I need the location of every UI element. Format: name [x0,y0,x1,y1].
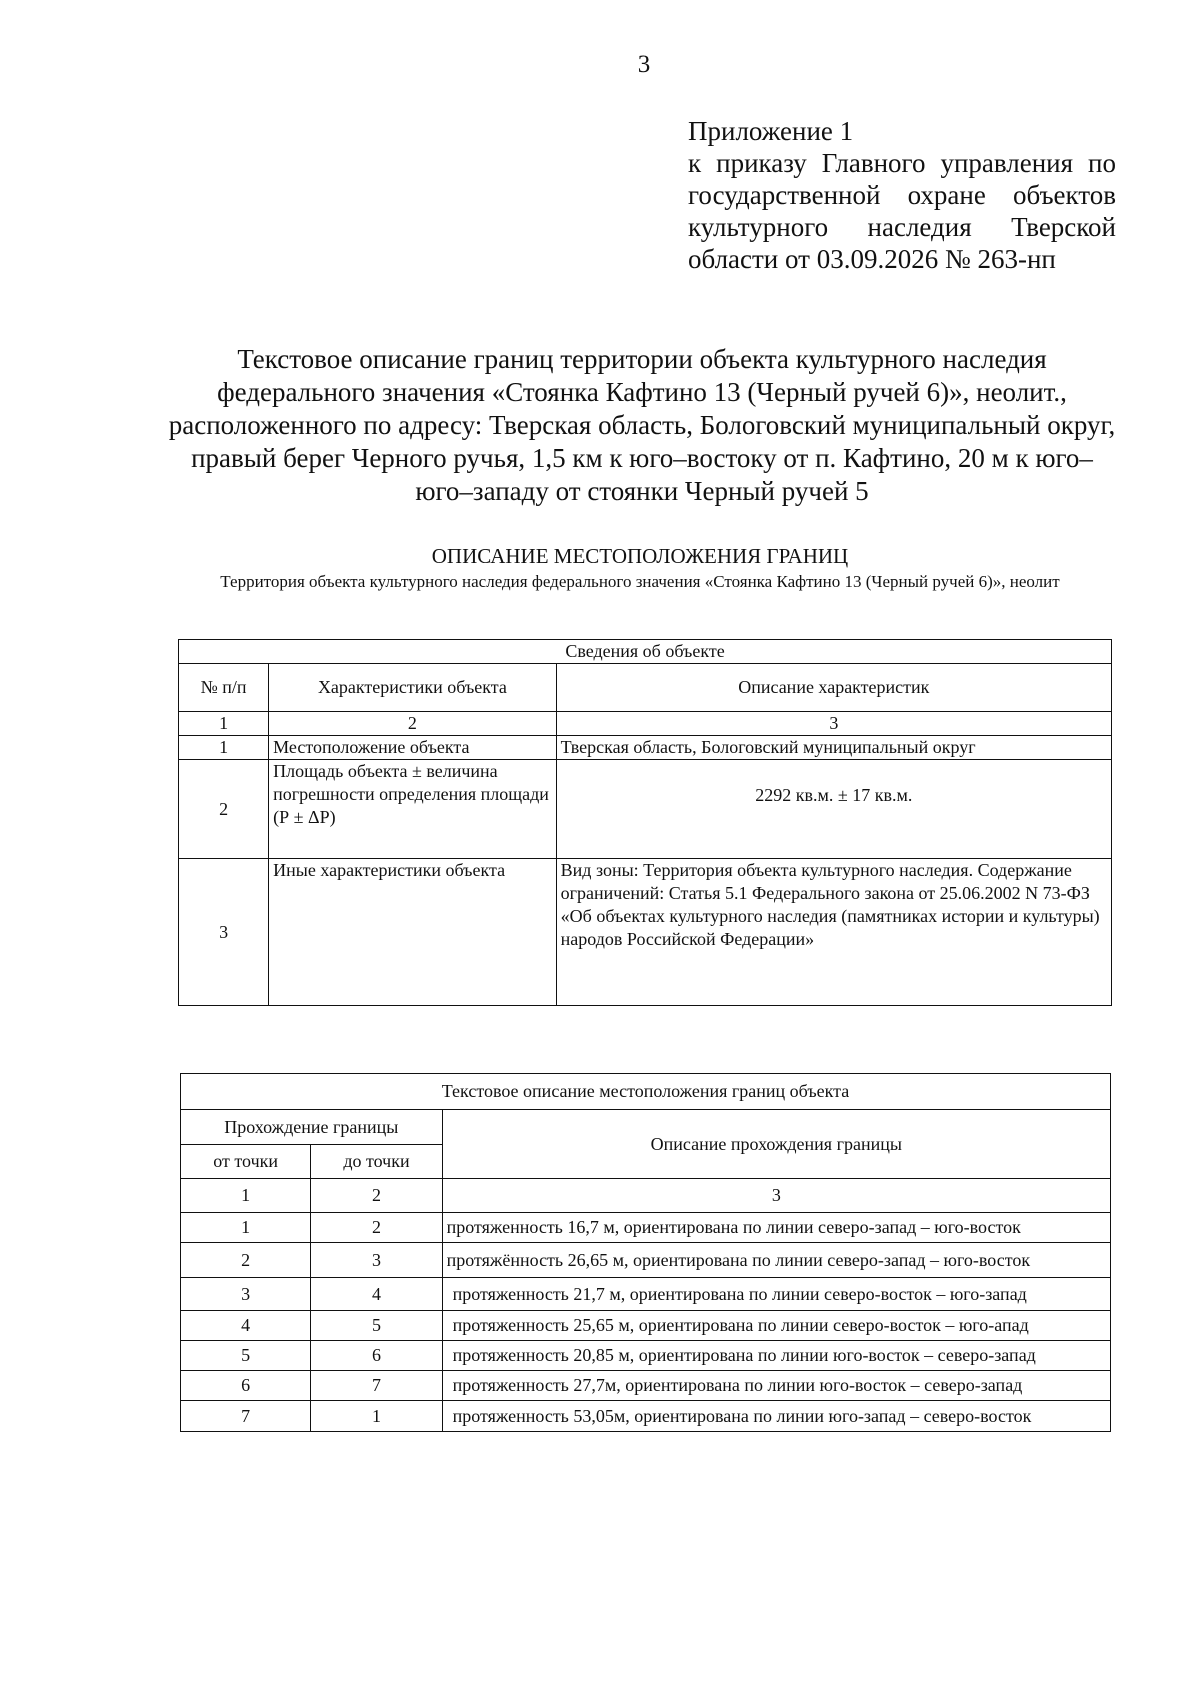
table-row [181,1243,1111,1278]
table-row [181,1213,1111,1243]
appendix-body: к приказу Главного управления по государственной охране объектов культурного наследия Тверской области от 03.09.2026 № 263-нп [688,148,1116,274]
row-number: 3 [179,859,269,1006]
border-description-table [180,1073,1111,1432]
column-header: № п/п [179,664,269,712]
table-caption: Текстовое описание местоположения границ объекта [181,1074,1111,1110]
group-header: Прохождение границы [181,1110,443,1145]
table-caption: Сведения об объекте [179,640,1112,664]
to-point: 7 [311,1371,442,1401]
segment-description: протяженность 25,65 м, ориентирована по линии северо-восток – юго-апад [442,1311,1110,1341]
from-point: 7 [181,1401,311,1432]
table-row [181,1278,1111,1311]
row-value: Вид зоны: Территория объекта культурного наследия. Содержание ограничений: Статья 5.1 Федерального закона от 25.06.2002 N 73-ФЗ «Об объектах культурного наследия (памятниках истории и культуры) народов Российской Федерации» [556,859,1111,1006]
table-row [179,736,1112,760]
row-name: Местоположение объекта [269,736,557,760]
from-point: 1 [181,1213,311,1243]
to-point: 1 [311,1401,442,1432]
column-number: 1 [179,712,269,736]
to-point: 5 [311,1311,442,1341]
table-row [179,859,1112,1006]
from-point: 2 [181,1243,311,1278]
to-point: 6 [311,1341,442,1371]
from-point: 3 [181,1278,311,1311]
segment-description: протяженность 53,05м, ориентирована по линии юго-запад – северо-восток [442,1401,1110,1432]
segment-description: протяженность 20,85 м, ориентирована по линии юго-восток – северо-запад [442,1341,1110,1371]
table-row [181,1341,1111,1371]
section-title: ОПИСАНИЕ МЕСТОПОЛОЖЕНИЯ ГРАНИЦ [431,544,849,568]
column-number: 2 [311,1179,442,1213]
column-header: Характеристики объекта [269,664,557,712]
table-row [181,1371,1111,1401]
column-header: Описание прохождения границы [442,1110,1110,1179]
row-name: Иные характеристики объекта [269,859,557,1006]
section-subtitle: Территория объекта культурного наследия федерального значения «Стоянка Кафтино 13 (Черный ручей 6)», неолит [220,572,1060,591]
to-point: 4 [311,1278,442,1311]
document-title: Текстовое описание границ территории объекта культурного наследия федерального значения «Стоянка Кафтино 13 (Черный ручей 6)», неолит., расположенного по адресу: Тверская область, Бологовский муниципальный округ, правый берег Черного ручья, 1,5 км к юго–востоку от п. Кафтино, 20 м к юго–юго–западу от стоянки Черный ручей 5 [168,344,1116,506]
column-number: 2 [269,712,557,736]
to-point: 3 [311,1243,442,1278]
page-number: 3 [637,51,651,78]
table-row [181,1311,1111,1341]
segment-description: протяженность 27,7м, ориентирована по линии юго-восток – северо-запад [442,1371,1110,1401]
row-number: 1 [179,736,269,760]
from-point: 6 [181,1371,311,1401]
column-number: 3 [556,712,1111,736]
appendix-reference [688,115,1116,275]
segment-description: протяженность 21,7 м, ориентирована по линии северо-восток – юго-запад [442,1278,1110,1311]
object-info-table [178,639,1112,1006]
segment-description: протяженность 16,7 м, ориентирована по линии северо-запад – юго-восток [442,1213,1110,1243]
row-value: Тверская область, Бологовский муниципальный округ [556,736,1111,760]
column-header: от точки [181,1145,311,1179]
from-point: 4 [181,1311,311,1341]
column-header: Описание характеристик [556,664,1111,712]
column-header: до точки [311,1145,442,1179]
row-name: Площадь объекта ± величина погрешности определения площади (Р ± ΔР) [269,760,557,859]
appendix-title: Приложение 1 [688,116,854,146]
from-point: 5 [181,1341,311,1371]
row-value: 2292 кв.м. ± 17 кв.м. [556,760,1111,859]
segment-description: протяжённость 26,65 м, ориентирована по линии северо-запад – юго-восток [442,1243,1110,1278]
table-row [179,760,1112,859]
table-row [181,1401,1111,1432]
column-number: 1 [181,1179,311,1213]
row-number: 2 [179,760,269,859]
to-point: 2 [311,1213,442,1243]
column-number: 3 [442,1179,1110,1213]
